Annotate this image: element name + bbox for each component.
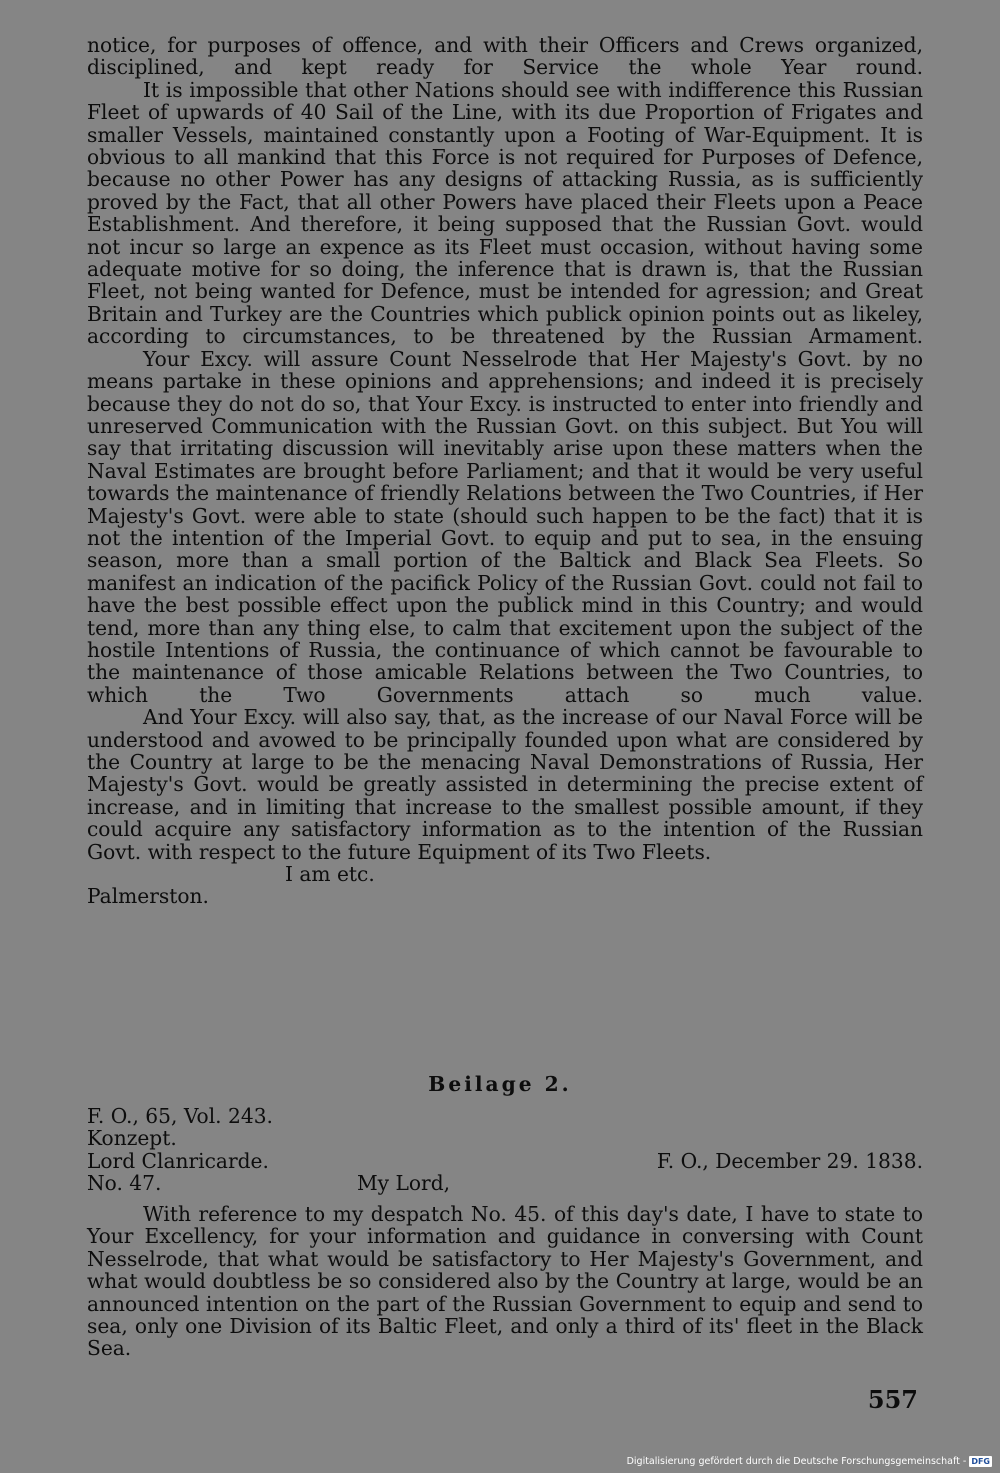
salutation: My Lord, xyxy=(357,1171,451,1196)
paragraph: It is impossible that other Nations should see with indifference this Russian Fleet of upwards of 40 Sail of the Line, with its due Proportion of Frigates and smaller Vessels, maintained constantly upon a Footing of War-Equipment. It is obvious to all mankind that this Force is not required for Purposes of Defence, because no other Power has any designs of attacking Russia, as is sufficiently proved by the Fact, that all other Powers have placed their Fleets upon a Peace Establishment. And therefore, it being supposed that the Russian Govt. would not incur so large an expence as its Fleet must occasion, without having some adequate motive for so doing, the inference that is drawn is, that the Russian Fleet, not being wanted for Defence, must be intended for agression; and Great Britain and Turkey are the Countries which publick opinion points out as likeley, according to circumstances, to be threatened by the Russian Armament. xyxy=(87,77,923,349)
paragraph: notice, for purposes of offence, and with their Officers and Crews organized, disciplined, and kept ready for Service the whole Year round. xyxy=(87,33,923,80)
recipient-row xyxy=(87,1150,923,1172)
dispatch-number: No. 47. xyxy=(87,1171,162,1196)
footer xyxy=(627,1456,992,1467)
number-row xyxy=(87,1172,923,1194)
page-number: 557 xyxy=(867,1385,918,1414)
paragraph: With reference to my despatch No. 45. of this day's date, I have to state to Your Excellency, for your information and guidance in conversing with Count Nesselrode, that what would be satisfactory to Her Majesty's Government, and what would doubtless be so considered also by the Country at large, would be an announced intention on the part of the Russian Government to equip and send to sea, only one Division of its Baltic Fleet, and only a third of its' fleet in the Black Sea. xyxy=(87,1202,923,1361)
appendix-heading: Beilage 2. xyxy=(428,1072,572,1096)
letter-meta xyxy=(87,1105,923,1195)
signature: Palmerston. xyxy=(87,884,209,909)
dfg-logo-icon: DFG xyxy=(971,1457,990,1466)
letter2-body xyxy=(87,1203,923,1360)
closing: I am etc. xyxy=(285,862,375,887)
footer-text: Digitalisierung gefördert durch die Deutsche Forschungsgemeinschaft - xyxy=(626,1456,967,1467)
archive-ref: F. O., 65, Vol. 243. xyxy=(87,1104,273,1128)
recipient: Lord Clanricarde. xyxy=(87,1148,269,1173)
place-date: F. O., December 29. 1838. xyxy=(656,1148,923,1173)
letter-body xyxy=(87,34,923,908)
document-type: Konzept. xyxy=(87,1126,177,1151)
paragraph: And Your Excy. will also say, that, as the increase of our Naval Force will be understood and avowed to be principally founded upon what are considered by the Country at large to be the menacing Naval Demonstrations of Russia, Her Majesty's Govt. would be greatly assisted in determining the precise extent of increase, and in limiting that increase to the smallest possible amount, if they could acquire any satisfactory information as to the intention of the Russian Govt. with respect to the future Equipment of its Two Fleets. xyxy=(87,705,923,864)
paragraph: Your Excy. will assure Count Nesselrode that Her Majesty's Govt. by no means partake in these opinions and apprehensions; and indeed it is precisely because they do not do so, that Your Excy. is instructed to enter into friendly and unreserved Communication with the Russian Govt. on this subject. But You will say that irritating discussion will inevitably arise upon these matters when the Naval Estimates are brought before Parliament; and that it would be very useful towards the maintenance of friendly Relations between the Two Countries, if Her Majesty's Govt. were able to state (should such happen to be the fact) that it is not the intention of the Imperial Govt. to equip and put to sea, in the ensuing season, more than a small portion of the Baltick and Black Sea Fleets. So manifest an indication of the pacifick Policy of the Russian Govt. could not fail to have the best possible effect upon the publick mind in this Country; and would tend, more than any thing else, to calm that excitement upon the subject of the hostile Intentions of Russia, the continuance of which cannot be favourable to the maintenance of those amicable Relations between the Two Countries, to which the Two Governments attach so much value. xyxy=(87,346,923,707)
